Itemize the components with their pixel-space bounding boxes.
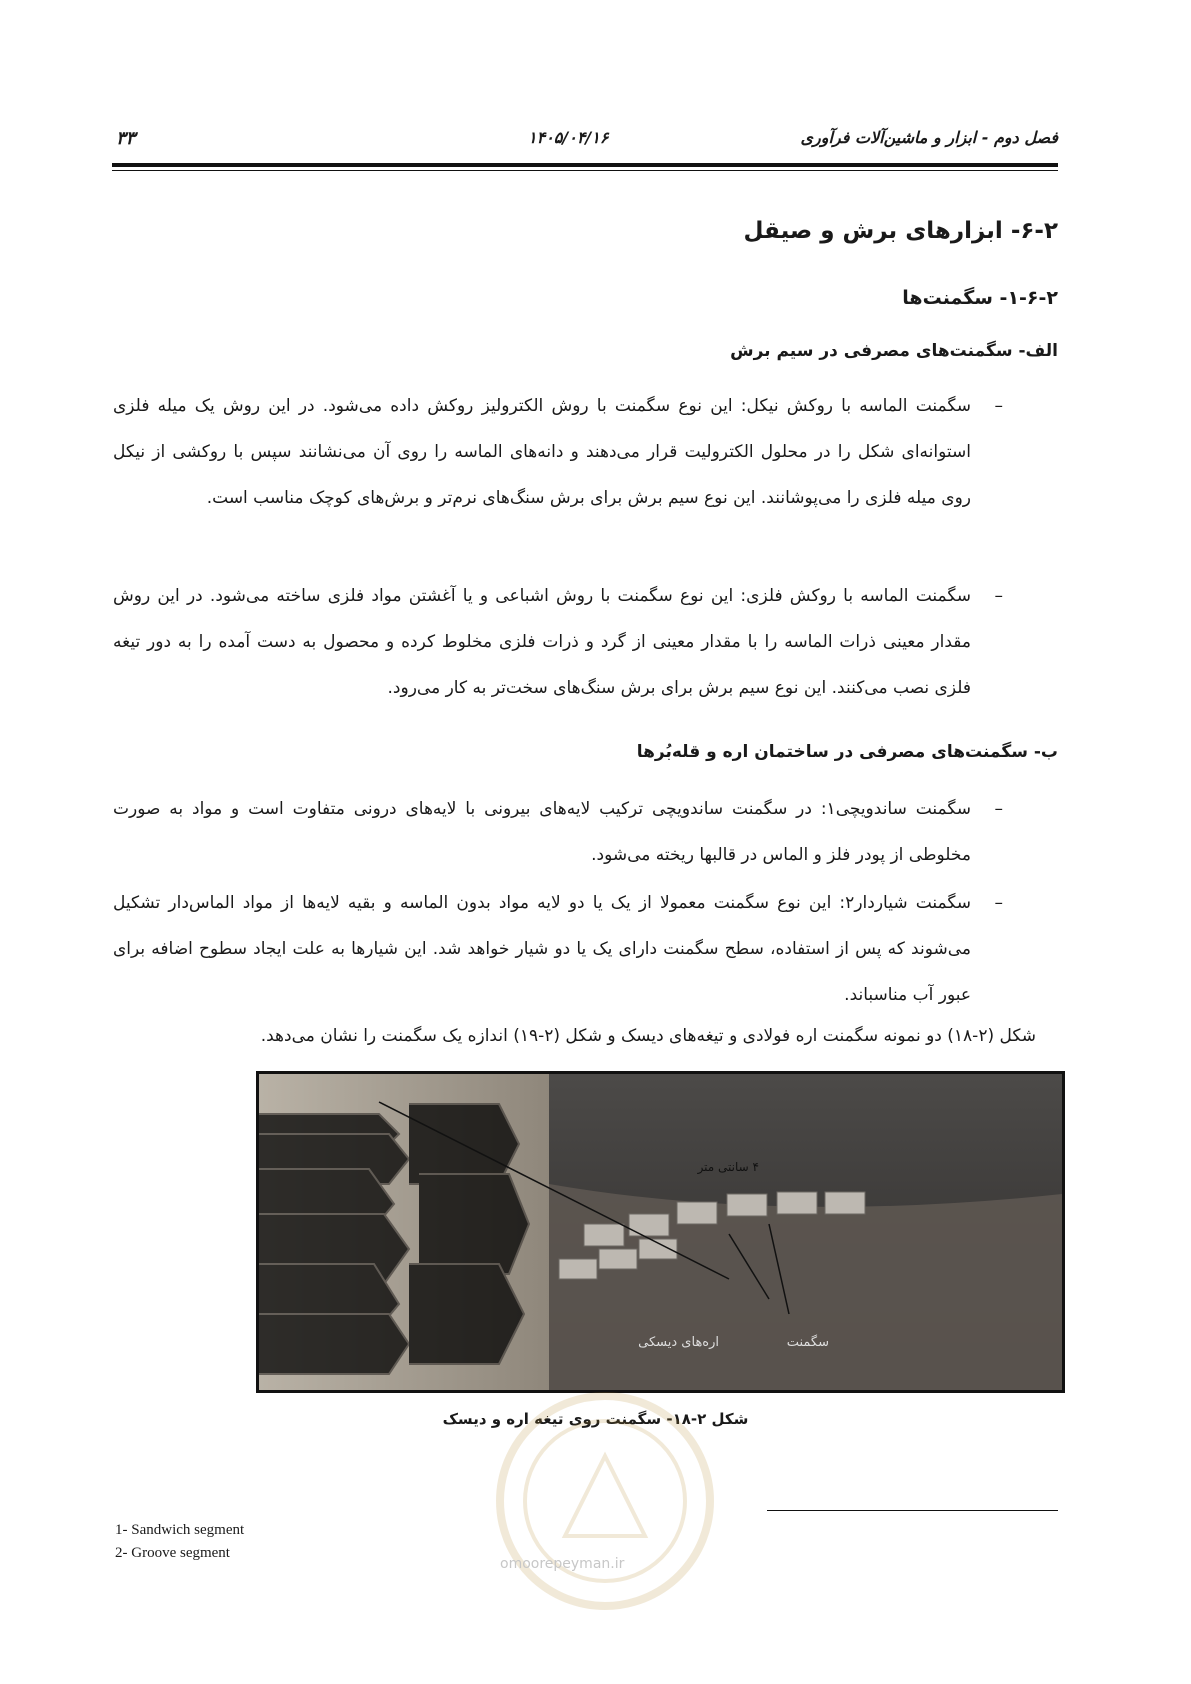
list-item bbox=[113, 880, 1003, 1018]
subsection-title: ۱-۶-۲- سگمنت‌ها bbox=[902, 287, 1058, 309]
figure-illustration bbox=[259, 1074, 1062, 1390]
footnote: 1- Sandwich segment bbox=[115, 1522, 245, 1538]
header-date: ۱۴۰۵/۰۴/۱۶ bbox=[528, 128, 609, 147]
footnote: 2- Groove segment bbox=[115, 1545, 230, 1561]
list-item-text: سگمنت ساندویچی۱: در سگمنت ساندویچی ترکیب لایه‌های بیرونی با لایه‌های درونی متفاوت است و مواد به صورت مخلوطی از پودر فلز و الماس در قالبها ریخته می‌شود. bbox=[113, 799, 971, 865]
list-item bbox=[113, 573, 1003, 711]
watermark-seal-icon bbox=[490, 1386, 720, 1616]
list-item bbox=[113, 786, 1003, 878]
list-item-text: سگمنت الماسه با روکش نیکل: این نوع سگمنت با روش الکترولیز روکش داده می‌شود. در این روش یک میله فلزی استوانه‌ای شکل را در محلول الکترولیت قرار می‌دهند و دانه‌های الماسه را روی آن می‌نشانند سپس با روکشی از نیکل روی میله فلزی را می‌پوشانند. این نوع سیم برش برای برش سنگ‌های نرم‌تر و برش‌های کوچک مناسب است. bbox=[113, 396, 971, 508]
page-header bbox=[112, 128, 1058, 154]
footnote-rule bbox=[767, 1510, 1058, 1511]
section-title: ۶-۲- ابزارهای برش و صیقل bbox=[743, 218, 1058, 244]
list-item bbox=[113, 383, 1003, 521]
bullet-dash: – bbox=[994, 799, 1003, 819]
list-item-text: سگمنت شیاردار۲: این نوع سگمنت معمولا از یک یا دو لایه مواد بدون الماسه و بقیه لایه‌ها از مواد الماس‌دار تشکیل می‌شوند که پس از استفاده، سطح سگمنت دارای یک یا دو شیار خواهد شد. این شیارها به علت ایجاد سطوح اضافه برای عبور آب مناسباند. bbox=[113, 893, 971, 1005]
segment-label: سگمنت bbox=[786, 1335, 829, 1350]
disk-saws-label: اره‌های دیسکی bbox=[638, 1335, 719, 1350]
list-item-text: سگمنت الماسه با روکش فلزی: این نوع سگمنت با روش اشباعی و یا آغشتن مواد فلزی ساخته می‌شود. در این روش مقدار معینی ذرات الماسه را با مقدار معینی از گرد و ذرات فلزی مخلوط کرده و محصول به دست آمده را به دور تیغه فلزی نصب می‌کنند. این نوع سیم برش برای برش سنگ‌های سخت‌تر به کار می‌رود. bbox=[113, 586, 971, 698]
watermark-text: omoorepeyman.ir bbox=[500, 1556, 625, 1572]
bullet-dash: – bbox=[994, 893, 1003, 913]
part-b-heading: ب- سگمنت‌های مصرفی در ساختمان اره و قله‌بُرها bbox=[636, 742, 1058, 762]
header-rule-thick bbox=[112, 163, 1058, 167]
figure-photo bbox=[256, 1071, 1065, 1393]
part-a-heading: الف- سگمنت‌های مصرفی در سیم برش bbox=[730, 341, 1058, 361]
header-rule-thin bbox=[112, 170, 1058, 171]
size-label: ۴ سانتی متر bbox=[697, 1160, 759, 1174]
chapter-title: فصل دوم - ابزار و ماشین‌آلات فرآوری bbox=[800, 128, 1058, 147]
bullet-dash: – bbox=[994, 586, 1003, 606]
bullet-dash: – bbox=[994, 396, 1003, 416]
figure-intro-text: شکل (۲-۱۸) دو نمونه سگمنت اره فولادی و تیغه‌های دیسک و شکل (۲-۱۹) اندازه یک سگمنت را نشان می‌دهد. bbox=[260, 1026, 1036, 1046]
page-number: ۳۳ bbox=[116, 128, 136, 149]
blade-stack bbox=[259, 1104, 529, 1374]
figure-caption: شکل ۲-۱۸- سگمنت روی تیغه اره و دیسک bbox=[442, 1410, 749, 1428]
